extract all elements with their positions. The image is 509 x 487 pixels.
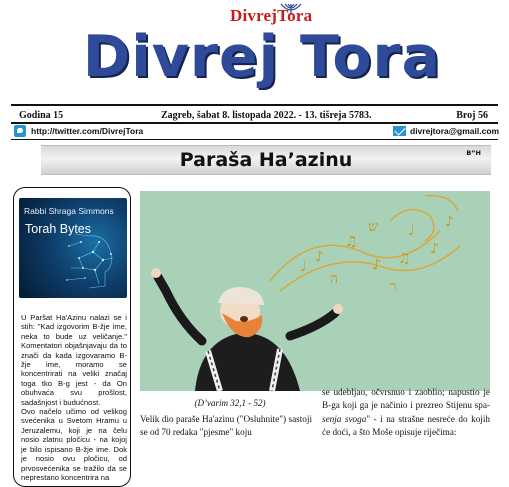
bsd-mark: B”H xyxy=(466,149,481,157)
torah-bytes-header-image xyxy=(19,198,127,298)
svg-text:ר: ר xyxy=(390,279,397,295)
sidebar-author: Rabbi Shraga Simmons xyxy=(24,206,114,216)
sidebar-body xyxy=(21,313,127,482)
sidebar-paragraph: U Paršat Ha'Azinu nalazi se i stih: "Kad izgovorim B-žje ime, neka to bude uz veličanje." Komentatori objašnjavaju da to znači da kada izgovaramo B-žje ime, moramo se koncentrirati na veliki značaj toga tko B-g jest - da On obuhvaća svu prošlost, sadašnjost i budućnost. xyxy=(21,313,127,407)
svg-text:♫: ♫ xyxy=(398,251,411,267)
article-column-2-italic: senja svoga xyxy=(322,413,367,424)
bottom-rule xyxy=(11,139,498,140)
svg-text:♩: ♩ xyxy=(408,223,415,239)
sidebar-paragraph: Ovo načelo učimo od velikog svećenika u Svetom Hramu u Jeruzalemu, koji je na čelu nosio zlatnu pločicu - na kojoj je bilo ispisano B-žje ime. Dok je nosio ovu pločicu, od prvosvećenika se tražilo da se neprestano koncentrira na xyxy=(21,407,127,482)
torah-bytes-sidebar xyxy=(13,187,131,487)
article-caption: (D’varim 32,1 - 52) xyxy=(194,398,266,408)
moses-singing-illustration xyxy=(140,191,490,391)
issue-year: Godina 15 xyxy=(19,110,64,121)
masthead-title: Divrej Tora xyxy=(82,24,442,90)
article-column-2-text: se udebljao, očvrsnuo i zaoblio; napustio je B-ga koji ga je načinio i prezreo Stijenu spa- xyxy=(322,387,490,411)
svg-text:♪: ♪ xyxy=(445,214,454,230)
article-column-2 xyxy=(322,386,490,439)
sidebar-column-title: Torah Bytes xyxy=(25,222,92,236)
parasha-banner xyxy=(41,145,491,175)
svg-text:ש: ש xyxy=(368,219,378,235)
svg-text:♪: ♪ xyxy=(372,257,381,273)
top-rule xyxy=(11,104,498,106)
svg-text:♪: ♪ xyxy=(430,241,439,257)
menorah-icon xyxy=(278,2,304,16)
issue-date: Zagreb, šabat 8. listopada 2022. - 13. tišreja 5783. xyxy=(161,110,372,121)
parasha-title: Paraša Ha’azinu xyxy=(179,149,353,171)
article-column-1: Velik dio paraše Ha'azinu ("Osluhnite") sastoji se od 70 redaka "pjesme" koju xyxy=(140,414,312,437)
svg-text:♪: ♪ xyxy=(315,249,324,265)
svg-text:ה: ה xyxy=(330,271,339,287)
svg-text:♫: ♫ xyxy=(345,234,358,250)
email-link[interactable]: divrejtora@gmail.com xyxy=(410,126,500,136)
svg-text:♩: ♩ xyxy=(300,259,307,275)
article-column-2-text: " - i na strašne nesreće do kojih će doći, a što Moše opisuje riječima: xyxy=(322,413,490,437)
link-bar xyxy=(11,125,498,139)
small-logo-text: DivrejTora xyxy=(230,6,313,25)
twitter-link[interactable]: http://twitter.com/DivrejTora xyxy=(31,126,144,136)
email-icon xyxy=(393,126,406,136)
issue-number: Broj 56 xyxy=(456,110,488,121)
twitter-icon xyxy=(14,125,26,137)
mid-rule xyxy=(11,122,498,124)
